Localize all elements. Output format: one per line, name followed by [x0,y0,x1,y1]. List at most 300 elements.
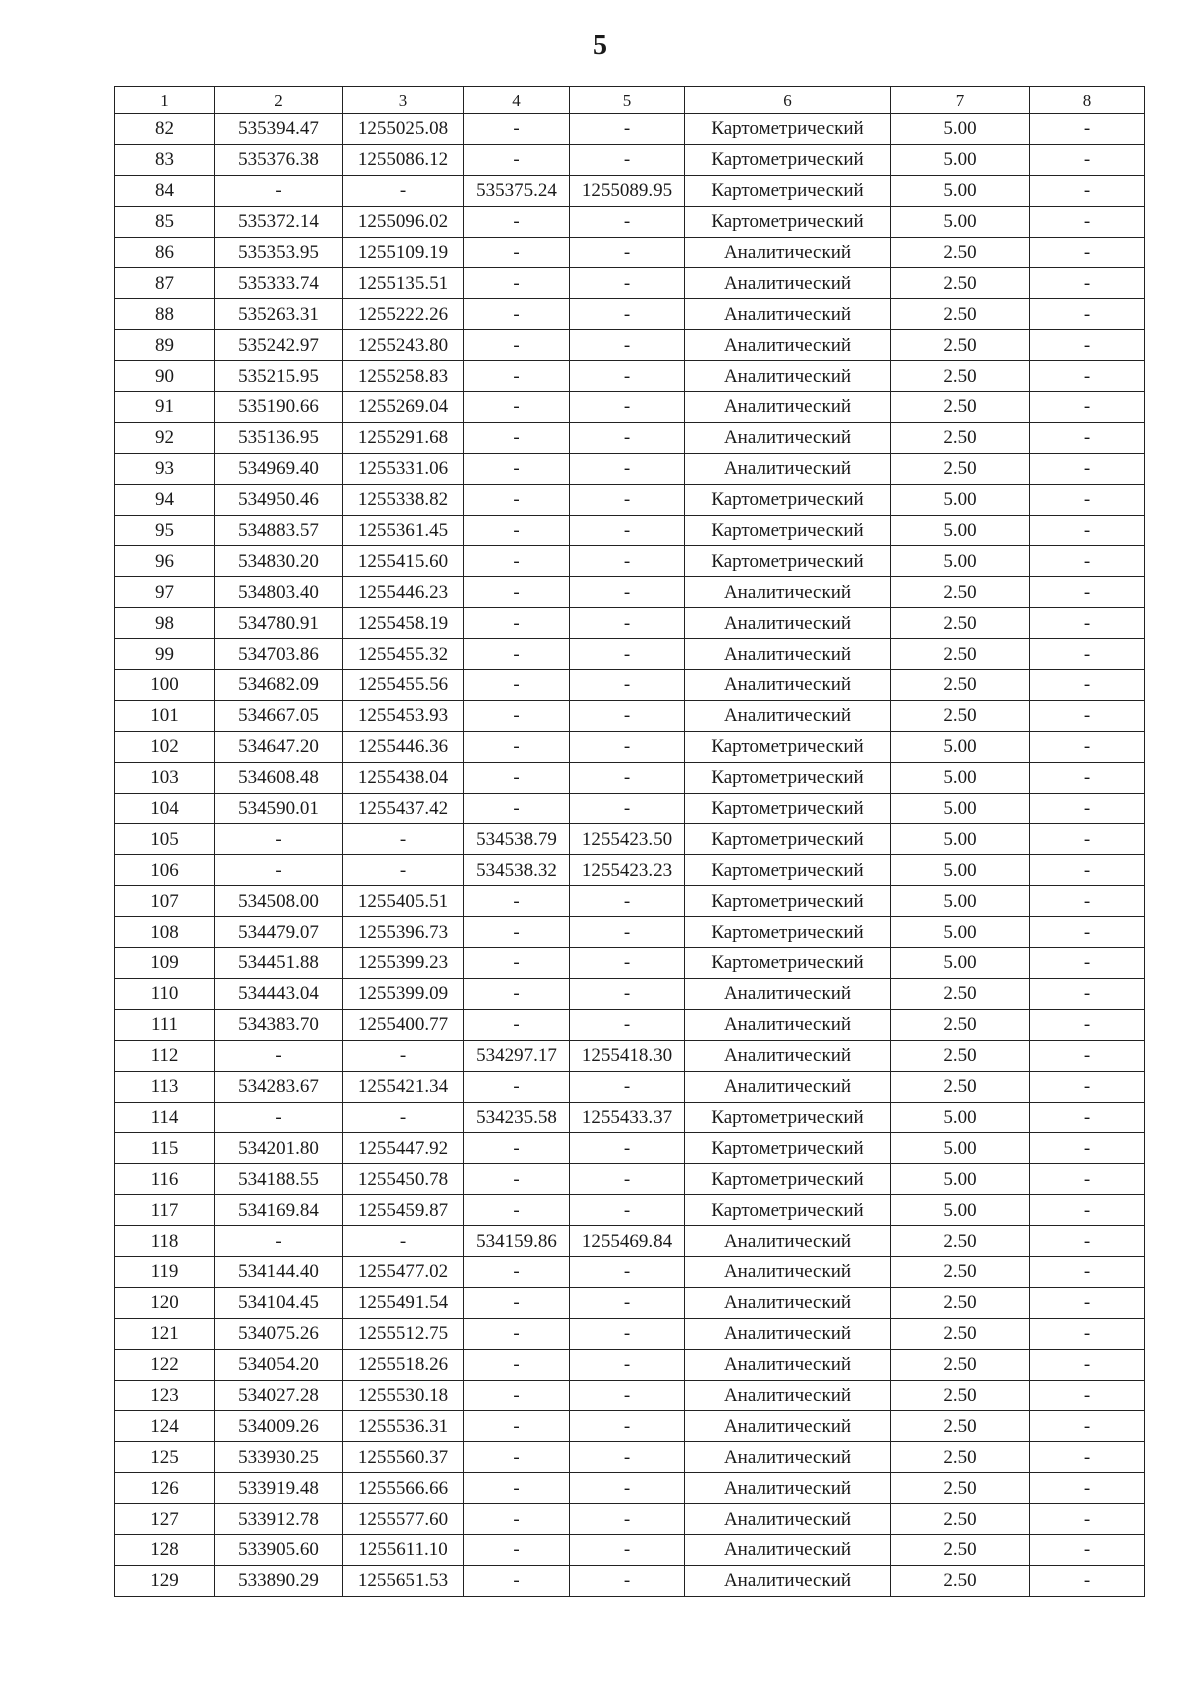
cell-method: Аналитический [685,1318,891,1349]
cell-x-existing: 534283.67 [215,1071,343,1102]
cell-x-existing: 534682.09 [215,670,343,701]
cell-y-existing: 1255446.36 [343,731,464,762]
cell-accuracy: 2.50 [891,1565,1030,1596]
cell-accuracy: 2.50 [891,1442,1030,1473]
cell-x-new: 534235.58 [464,1102,570,1133]
cell-y-new: - [570,299,685,330]
cell-x-existing: 534054.20 [215,1349,343,1380]
cell-note: - [1030,237,1145,268]
cell-y-new: - [570,546,685,577]
cell-x-existing: 534075.26 [215,1318,343,1349]
cell-accuracy: 2.50 [891,1226,1030,1257]
cell-y-new: - [570,731,685,762]
cell-y-new: - [570,1164,685,1195]
cell-accuracy: 2.50 [891,1534,1030,1565]
table-row [115,1349,1145,1380]
cell-method: Аналитический [685,639,891,670]
cell-x-existing: - [215,1102,343,1133]
cell-y-new: - [570,1349,685,1380]
table-row [115,1226,1145,1257]
cell-accuracy: 5.00 [891,917,1030,948]
table-row [115,855,1145,886]
column-header-4: 4 [464,87,570,114]
table-row [115,1411,1145,1442]
cell-note: - [1030,392,1145,423]
cell-y-existing: 1255243.80 [343,330,464,361]
cell-note: - [1030,1195,1145,1226]
cell-y-existing: 1255222.26 [343,299,464,330]
cell-note: - [1030,1318,1145,1349]
cell-method: Аналитический [685,1009,891,1040]
cell-note: - [1030,731,1145,762]
cell-point-number: 82 [115,114,215,145]
cell-note: - [1030,886,1145,917]
cell-y-new: - [570,1504,685,1535]
cell-y-existing: - [343,1040,464,1071]
cell-accuracy: 2.50 [891,639,1030,670]
cell-note: - [1030,762,1145,793]
cell-y-existing: - [343,1226,464,1257]
cell-accuracy: 5.00 [891,1164,1030,1195]
cell-y-new: - [570,886,685,917]
column-header-1: 1 [115,87,215,114]
cell-note: - [1030,917,1145,948]
cell-note: - [1030,1071,1145,1102]
cell-x-new: - [464,886,570,917]
cell-x-new: - [464,1442,570,1473]
cell-accuracy: 5.00 [891,886,1030,917]
cell-point-number: 118 [115,1226,215,1257]
cell-x-existing: - [215,855,343,886]
cell-note: - [1030,1380,1145,1411]
table-row [115,824,1145,855]
cell-note: - [1030,1164,1145,1195]
table-row [115,1534,1145,1565]
cell-y-existing: 1255361.45 [343,515,464,546]
table-row [115,1040,1145,1071]
cell-x-new: 534538.79 [464,824,570,855]
cell-x-existing: 534667.05 [215,700,343,731]
cell-method: Картометрический [685,824,891,855]
cell-method: Аналитический [685,1473,891,1504]
cell-method: Аналитический [685,700,891,731]
cell-accuracy: 5.00 [891,515,1030,546]
cell-point-number: 108 [115,917,215,948]
table-row [115,670,1145,701]
cell-note: - [1030,948,1145,979]
cell-y-new: - [570,1565,685,1596]
table-row [115,762,1145,793]
cell-method: Аналитический [685,978,891,1009]
table-row [115,577,1145,608]
cell-point-number: 105 [115,824,215,855]
table-row [115,422,1145,453]
cell-point-number: 115 [115,1133,215,1164]
cell-point-number: 104 [115,793,215,824]
cell-note: - [1030,700,1145,731]
cell-method: Аналитический [685,1349,891,1380]
cell-y-new: - [570,1195,685,1226]
table-row [115,361,1145,392]
cell-x-existing: 534201.80 [215,1133,343,1164]
cell-method: Аналитический [685,1380,891,1411]
cell-point-number: 93 [115,453,215,484]
table-row [115,175,1145,206]
cell-y-new: 1255469.84 [570,1226,685,1257]
cell-accuracy: 5.00 [891,855,1030,886]
cell-accuracy: 2.50 [891,700,1030,731]
cell-y-new: - [570,639,685,670]
cell-x-existing: 533919.48 [215,1473,343,1504]
cell-point-number: 97 [115,577,215,608]
cell-point-number: 90 [115,361,215,392]
column-header-3: 3 [343,87,464,114]
cell-point-number: 114 [115,1102,215,1133]
cell-y-new: - [570,484,685,515]
cell-method: Аналитический [685,1287,891,1318]
cell-note: - [1030,577,1145,608]
cell-method: Аналитический [685,1411,891,1442]
cell-x-new: - [464,1411,570,1442]
cell-method: Аналитический [685,1442,891,1473]
cell-y-existing: 1255437.42 [343,793,464,824]
cell-point-number: 127 [115,1504,215,1535]
table-row [115,731,1145,762]
cell-accuracy: 5.00 [891,824,1030,855]
cell-note: - [1030,546,1145,577]
cell-note: - [1030,1565,1145,1596]
table-row [115,392,1145,423]
cell-x-existing: 534443.04 [215,978,343,1009]
cell-x-existing: 534950.46 [215,484,343,515]
cell-y-existing: 1255447.92 [343,1133,464,1164]
cell-y-new: - [570,1534,685,1565]
cell-accuracy: 5.00 [891,546,1030,577]
cell-y-new: - [570,1256,685,1287]
cell-method: Картометрический [685,546,891,577]
cell-method: Картометрический [685,144,891,175]
cell-y-existing: 1255415.60 [343,546,464,577]
cell-y-new: - [570,577,685,608]
cell-y-existing: 1255438.04 [343,762,464,793]
cell-method: Аналитический [685,670,891,701]
cell-note: - [1030,1349,1145,1380]
cell-method: Аналитический [685,1565,891,1596]
cell-x-new: - [464,793,570,824]
cell-y-existing: 1255651.53 [343,1565,464,1596]
cell-y-existing: 1255458.19 [343,608,464,639]
cell-y-new: - [570,1380,685,1411]
cell-x-new: - [464,114,570,145]
cell-accuracy: 5.00 [891,114,1030,145]
cell-accuracy: 5.00 [891,1133,1030,1164]
table-row [115,1442,1145,1473]
table-row [115,330,1145,361]
cell-y-existing: 1255446.23 [343,577,464,608]
cell-y-existing: 1255536.31 [343,1411,464,1442]
cell-accuracy: 2.50 [891,608,1030,639]
page-number: 5 [593,30,607,61]
cell-method: Аналитический [685,1504,891,1535]
cell-note: - [1030,1504,1145,1535]
cell-y-new: - [570,670,685,701]
cell-x-existing: 534703.86 [215,639,343,670]
table-row [115,948,1145,979]
cell-x-existing: 535353.95 [215,237,343,268]
cell-note: - [1030,1411,1145,1442]
cell-y-existing: 1255455.32 [343,639,464,670]
cell-y-new: - [570,1411,685,1442]
cell-x-existing: 535376.38 [215,144,343,175]
cell-accuracy: 5.00 [891,1195,1030,1226]
cell-point-number: 101 [115,700,215,731]
cell-note: - [1030,1040,1145,1071]
table-row [115,1256,1145,1287]
table-row [115,237,1145,268]
cell-y-existing: 1255477.02 [343,1256,464,1287]
cell-point-number: 102 [115,731,215,762]
cell-accuracy: 5.00 [891,948,1030,979]
cell-accuracy: 2.50 [891,268,1030,299]
cell-y-existing: 1255096.02 [343,206,464,237]
cell-y-existing: 1255086.12 [343,144,464,175]
cell-method: Аналитический [685,268,891,299]
cell-point-number: 119 [115,1256,215,1287]
cell-x-new: - [464,515,570,546]
cell-note: - [1030,299,1145,330]
cell-note: - [1030,1473,1145,1504]
cell-note: - [1030,1102,1145,1133]
cell-accuracy: 2.50 [891,422,1030,453]
cell-note: - [1030,670,1145,701]
cell-y-existing: 1255399.09 [343,978,464,1009]
cell-x-existing: 534883.57 [215,515,343,546]
cell-point-number: 123 [115,1380,215,1411]
cell-accuracy: 5.00 [891,762,1030,793]
cell-x-existing: 534144.40 [215,1256,343,1287]
cell-accuracy: 5.00 [891,1102,1030,1133]
cell-x-new: - [464,577,570,608]
cell-y-existing: 1255400.77 [343,1009,464,1040]
cell-note: - [1030,824,1145,855]
cell-note: - [1030,453,1145,484]
cell-y-existing: 1255455.56 [343,670,464,701]
cell-method: Картометрический [685,114,891,145]
cell-accuracy: 2.50 [891,1380,1030,1411]
cell-method: Картометрический [685,1195,891,1226]
cell-point-number: 121 [115,1318,215,1349]
cell-x-existing: 533905.60 [215,1534,343,1565]
cell-y-new: - [570,793,685,824]
cell-method: Картометрический [685,1133,891,1164]
cell-method: Аналитический [685,299,891,330]
cell-accuracy: 2.50 [891,1287,1030,1318]
cell-y-new: - [570,1071,685,1102]
cell-point-number: 107 [115,886,215,917]
cell-accuracy: 5.00 [891,206,1030,237]
cell-y-existing: 1255566.66 [343,1473,464,1504]
cell-note: - [1030,515,1145,546]
cell-point-number: 113 [115,1071,215,1102]
cell-x-existing: 534383.70 [215,1009,343,1040]
cell-note: - [1030,422,1145,453]
cell-x-new: - [464,1164,570,1195]
column-header-6: 6 [685,87,891,114]
cell-accuracy: 2.50 [891,1411,1030,1442]
cell-y-existing: - [343,824,464,855]
cell-y-existing: 1255518.26 [343,1349,464,1380]
cell-x-new: - [464,1133,570,1164]
cell-x-existing: - [215,824,343,855]
cell-x-existing: - [215,1226,343,1257]
cell-accuracy: 2.50 [891,361,1030,392]
table-row [115,1102,1145,1133]
cell-point-number: 91 [115,392,215,423]
cell-point-number: 126 [115,1473,215,1504]
cell-y-new: - [570,1287,685,1318]
cell-x-new: - [464,330,570,361]
cell-x-new: - [464,608,570,639]
cell-y-new: - [570,330,685,361]
cell-y-existing: 1255338.82 [343,484,464,515]
cell-note: - [1030,1226,1145,1257]
cell-method: Аналитический [685,361,891,392]
cell-x-new: - [464,1256,570,1287]
table-row [115,886,1145,917]
cell-method: Аналитический [685,577,891,608]
cell-method: Картометрический [685,886,891,917]
table-row [115,978,1145,1009]
cell-y-new: 1255423.50 [570,824,685,855]
cell-y-existing: 1255530.18 [343,1380,464,1411]
cell-x-existing: 535394.47 [215,114,343,145]
cell-method: Аналитический [685,330,891,361]
cell-x-existing: 534590.01 [215,793,343,824]
cell-method: Картометрический [685,855,891,886]
cell-method: Аналитический [685,1534,891,1565]
cell-method: Аналитический [685,608,891,639]
cell-x-new: - [464,978,570,1009]
cell-point-number: 86 [115,237,215,268]
column-header-2: 2 [215,87,343,114]
cell-y-new: - [570,206,685,237]
cell-point-number: 89 [115,330,215,361]
cell-point-number: 124 [115,1411,215,1442]
cell-y-existing: 1255109.19 [343,237,464,268]
column-header-8: 8 [1030,87,1145,114]
cell-y-new: - [570,1318,685,1349]
cell-x-existing: 535372.14 [215,206,343,237]
cell-accuracy: 2.50 [891,978,1030,1009]
cell-note: - [1030,1256,1145,1287]
cell-point-number: 129 [115,1565,215,1596]
table-row [115,299,1145,330]
cell-point-number: 84 [115,175,215,206]
table-row [115,1565,1145,1596]
cell-y-existing: - [343,175,464,206]
table-row [115,917,1145,948]
cell-x-new: - [464,1195,570,1226]
cell-x-new: - [464,361,570,392]
cell-note: - [1030,1133,1145,1164]
cell-y-new: - [570,978,685,1009]
cell-accuracy: 2.50 [891,1504,1030,1535]
cell-y-existing: 1255291.68 [343,422,464,453]
table-row [115,515,1145,546]
cell-point-number: 103 [115,762,215,793]
cell-accuracy: 2.50 [891,299,1030,330]
cell-x-new: - [464,1473,570,1504]
cell-note: - [1030,1534,1145,1565]
cell-x-new: 535375.24 [464,175,570,206]
cell-accuracy: 5.00 [891,144,1030,175]
cell-note: - [1030,206,1145,237]
cell-note: - [1030,1442,1145,1473]
cell-method: Аналитический [685,1226,891,1257]
table-header [115,87,1145,114]
cell-method: Картометрический [685,917,891,948]
cell-y-existing: 1255135.51 [343,268,464,299]
table-row [115,484,1145,515]
cell-note: - [1030,484,1145,515]
cell-x-existing: 533930.25 [215,1442,343,1473]
cell-method: Картометрический [685,1102,891,1133]
cell-method: Картометрический [685,175,891,206]
cell-x-existing: 534647.20 [215,731,343,762]
cell-accuracy: 2.50 [891,1349,1030,1380]
cell-point-number: 88 [115,299,215,330]
cell-y-existing: 1255399.23 [343,948,464,979]
cell-accuracy: 2.50 [891,1009,1030,1040]
cell-x-new: - [464,1504,570,1535]
cell-x-existing: 534969.40 [215,453,343,484]
cell-y-existing: - [343,855,464,886]
cell-x-new: - [464,1534,570,1565]
cell-point-number: 87 [115,268,215,299]
cell-x-existing: 535333.74 [215,268,343,299]
cell-accuracy: 5.00 [891,175,1030,206]
cell-y-new: - [570,762,685,793]
table-row [115,268,1145,299]
cell-y-new: - [570,268,685,299]
cell-y-existing: 1255396.73 [343,917,464,948]
cell-note: - [1030,793,1145,824]
cell-note: - [1030,978,1145,1009]
cell-point-number: 117 [115,1195,215,1226]
cell-x-existing: 534009.26 [215,1411,343,1442]
cell-y-new: - [570,237,685,268]
table-row [115,639,1145,670]
cell-x-existing: 534830.20 [215,546,343,577]
cell-y-new: - [570,608,685,639]
cell-y-new: 1255418.30 [570,1040,685,1071]
cell-point-number: 125 [115,1442,215,1473]
cell-y-new: - [570,515,685,546]
cell-y-existing: 1255331.06 [343,453,464,484]
table-row [115,1318,1145,1349]
cell-method: Картометрический [685,731,891,762]
cell-point-number: 83 [115,144,215,175]
cell-y-existing: 1255025.08 [343,114,464,145]
cell-x-existing: 534803.40 [215,577,343,608]
cell-note: - [1030,330,1145,361]
cell-x-existing: 534169.84 [215,1195,343,1226]
cell-accuracy: 2.50 [891,1256,1030,1287]
table-row [115,1195,1145,1226]
header-row [115,87,1145,114]
cell-y-new: - [570,114,685,145]
cell-method: Картометрический [685,1164,891,1195]
